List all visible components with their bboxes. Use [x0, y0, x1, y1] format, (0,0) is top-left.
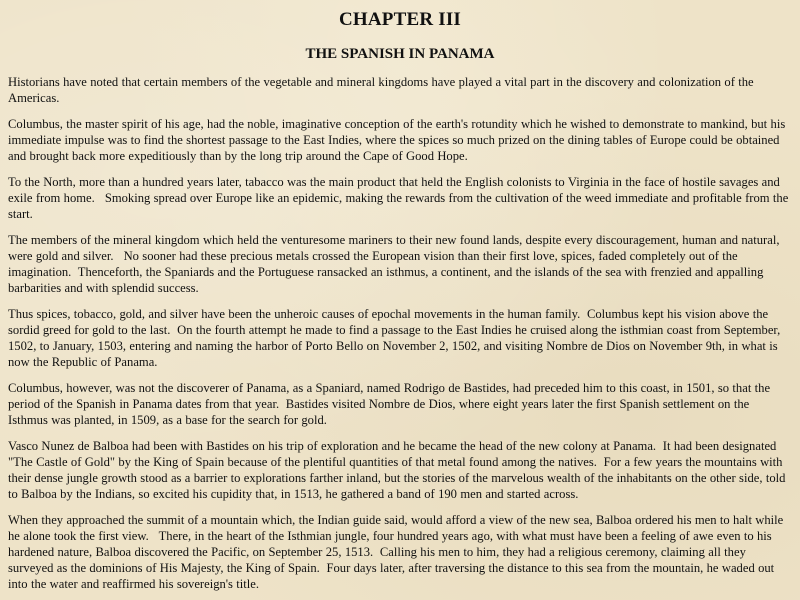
paragraph-bastides: Columbus, however, was not the discoverer of Panama, as a Spaniard, named Rodrigo de Bastides, had preceded him to this coast, in 1501, so that the period of the Spanish in Panama dates from that year. Bastides visited Nombre de Dios, where eight years later the first Spanish settlement on the Isthmus was planted, in 1509, as a base for the search for gold.	[8, 381, 774, 427]
paragraph-unheroic-causes: Thus spices, tobacco, gold, and silver have been the unheroic causes of epochal movements in the human family. Columbus kept his vision above the sordid greed for gold to the last. On the fourth attempt he made to find a passage to the East Indies he cruised along the isthmian coast from September, 1502, to January, 1503, entering and naming the harbor of Porto Bello on November 2, 1502, and visiting Nombre de Dios on November 9th, in what is now the Republic of Panama.	[8, 307, 784, 369]
paragraph-columbus-spices: Columbus, the master spirit of his age, had the noble, imaginative conception of the earth's rotundity which he wished to demonstrate to mankind, but his immediate impulse was to find the shortest passage to the East Indies, where the spices so much prized on the dining tables of Europe could be obtained and brought back more expeditiously than by the long trip around the Cape of Good Hope.	[8, 117, 789, 163]
paragraph-gold-silver: The members of the mineral kingdom which held the venturesome mariners to their new found lands, despite every discouragement, human and natural, were gold and silver. No sooner had these precious metals crossed the European vision than their first love, spices, faded completely out of the imagination. Thenceforth, the Spaniards and the Portuguese ransacked an isthmus, a continent, and the islands of the sea with frenzied and appalling barbarities and with splendid success.	[8, 233, 783, 295]
paragraph-tobacco: To the North, more than a hundred years later, tabacco was the main product that held the English colonists to Virginia in the face of hostile savages and exile from home. Smoking spread over Europe like an epidemic, making the rewards from the cultivation of the weed immediate and profitable from the start.	[8, 175, 792, 221]
paragraph-balboa: Vasco Nunez de Balboa had been with Bastides on his trip of exploration and he became the head of the new colony at Panama. It had been designated "The Castle of Gold" by the King of Spain because of the plentiful quantities of that metal found among the natives. For a few years the mountains with their dense jungle growth stood as a barrier to explorations farther inland, but the stories of the marvelous wealth of the inhabitants on the other side, told to Balboa by the Indians, so excited his cupidity that, in 1513, he gathered a band of 190 men and started across.	[8, 439, 789, 501]
chapter-title: CHAPTER III	[338, 9, 462, 30]
paragraph-intro: Historians have noted that certain members of the vegetable and mineral kingdoms have played a vital part in the discovery and colonization of the Americas.	[8, 75, 757, 105]
chapter-subtitle: THE SPANISH IN PANAMA	[305, 46, 495, 62]
paragraph-pacific-discovery: When they approached the summit of a mountain which, the Indian guide said, would afford a view of the new sea, Balboa ordered his men to halt while he alone took the first view. There, in the heart of the Isthmian jungle, four hundred years ago, with what must have been a feeling of awe even to his hardened nature, Balboa discovered the Pacific, on September 25, 1513. Calling his men to him, they had a religious ceremony, claiming all they surveyed as the dominions of His Majesty, the King of Spain. Four days later, after traversing the distance to this sea from the mountain, he waded out into the water and reaffirmed his sovereign's title.	[8, 513, 787, 591]
